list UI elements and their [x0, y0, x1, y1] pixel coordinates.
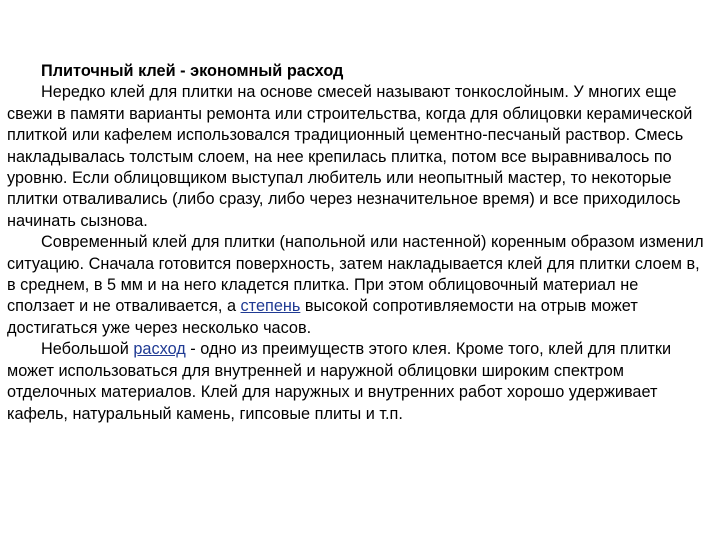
- paragraph-2-text-start: Современный клей для плитки (напольной или настенной) коренным образом изменил ситуацию. Сначала готовится поверхность, затем накладывается клей для плитки слоем в, в среднем, в 5 мм и на него кладется плитка. При этом облицовочный материал не сползает и не отваливается, а: [7, 233, 704, 316]
- document-body: [7, 61, 710, 425]
- paragraph-2-text-end: высокой сопротивляемости на отрыв может достигаться уже через несколько часов.: [7, 297, 638, 337]
- document-title: Плиточный клей - экономный расход: [41, 62, 344, 80]
- link-raskhod[interactable]: расход: [133, 340, 186, 359]
- paragraph-3-text-end: - одно из преимуществ этого клея. Кроме того, клей для плитки может использоваться для внутренней и наружной облицовки широким спектром отделочных материалов. Клей для наружных и внутренних работ хорошо удерживает кафель, натуральный камень, гипсовые плиты и т.п.: [7, 340, 672, 423]
- paragraph-1: Нередко клей для плитки на основе смесей называют тонкослойным. У многих еще свежи в памяти варианты ремонта или строительства, когда для облицовки керамической плиткой или кафелем использовался традиционный цементно-песчаный раствор. Смесь накладывалась толстым слоем, на нее крепилась плитка, потом все выравнивалось по уровню. Если облицовщиком выступал любитель или неопытный мастер, то некоторые плитки отваливались (либо сразу, либо через незначительное время) и все приходилось начинать сызнова.: [7, 83, 693, 230]
- paragraph-3: [7, 339, 710, 425]
- paragraph-3-text-start: Небольшой: [41, 340, 134, 359]
- paragraph-2: [7, 232, 710, 339]
- link-stepen[interactable]: степень: [240, 297, 301, 316]
